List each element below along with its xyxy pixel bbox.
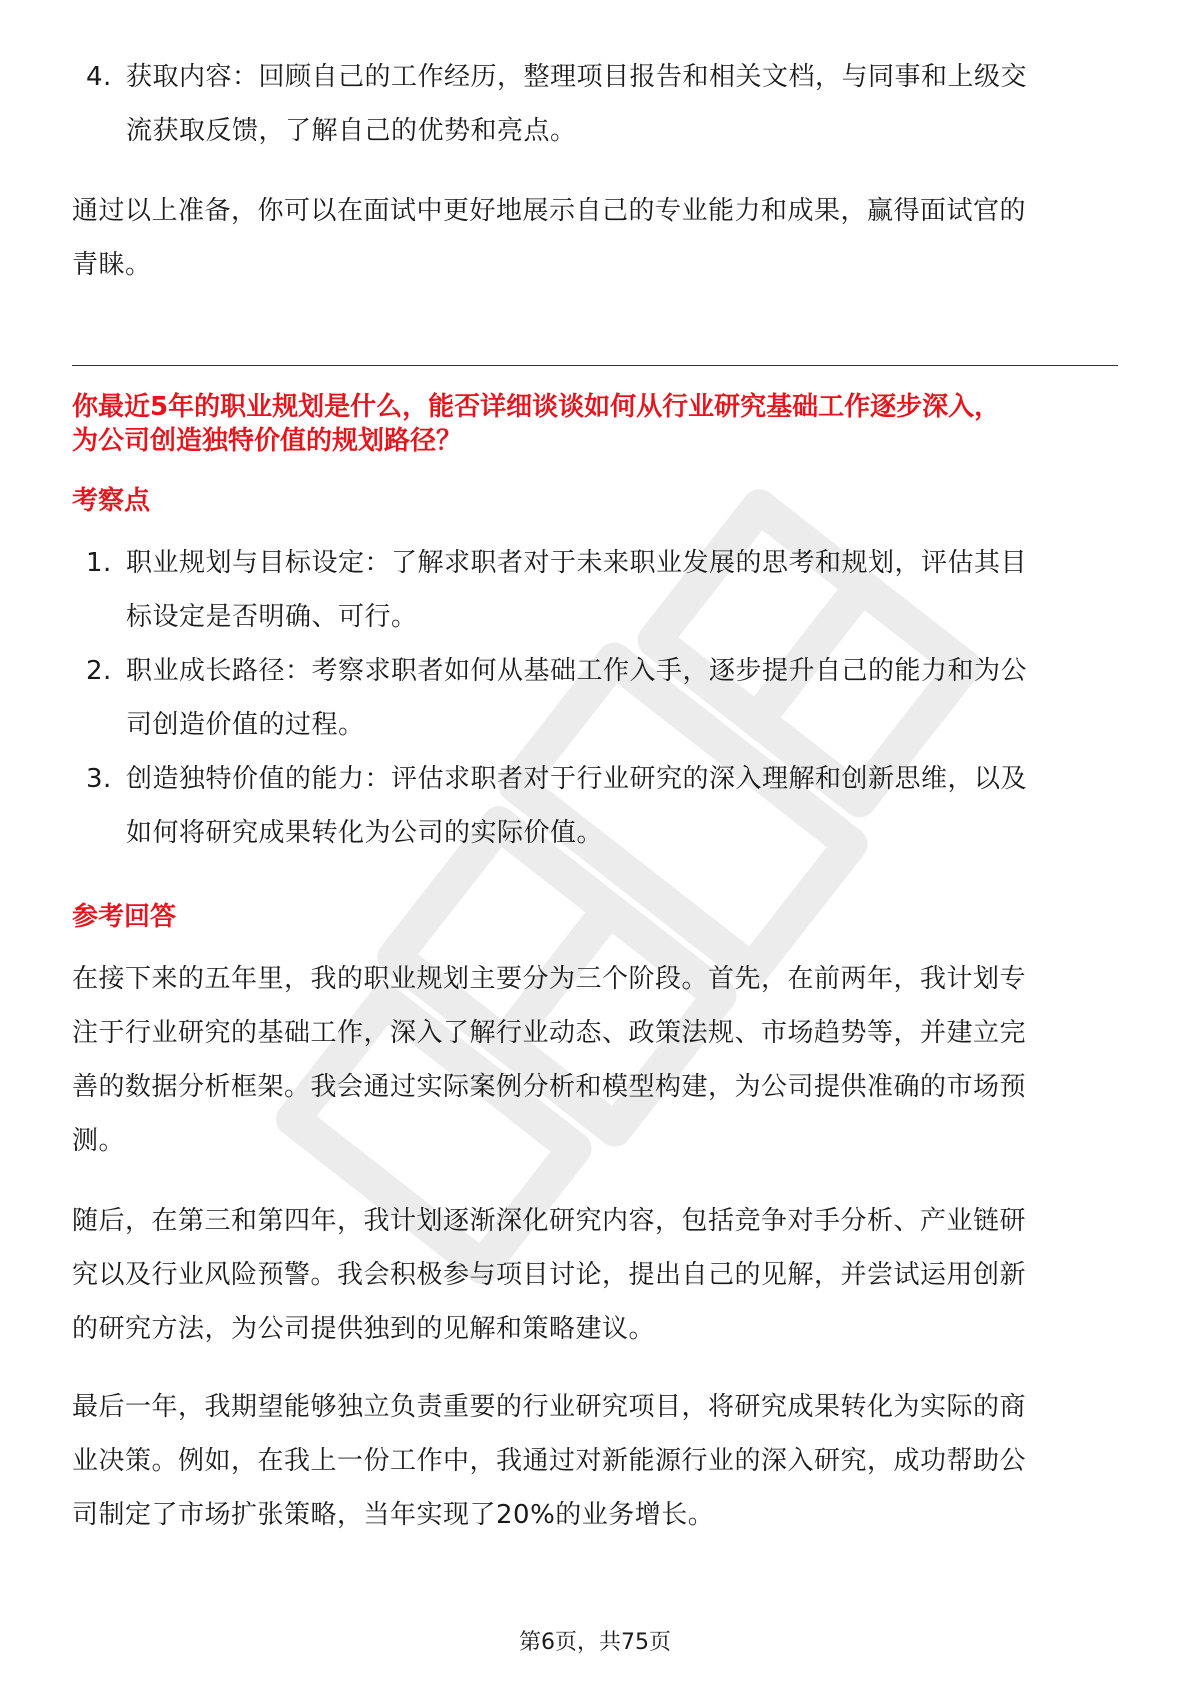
list-item-text-line: 流获取反馈，了解自己的优势和亮点。 [126, 116, 577, 146]
answer-paragraph-2 [72, 1194, 1118, 1356]
paragraph-line: 在接下来的五年里，我的职业规划主要分为三个阶段。首先，在前两年，我计划专 [72, 964, 1027, 994]
list-item-number: 4. [86, 62, 112, 92]
question-line: 你最近5年的职业规划是什么，能否详细谈谈如何从行业研究基础工作逐步深入， [72, 392, 1001, 422]
list-item-text-line: 标设定是否明确、可行。 [126, 602, 418, 632]
paragraph-line: 善的数据分析框架。我会通过实际案例分析和模型构建，为公司提供准确的市场预 [72, 1072, 1027, 1102]
answer-paragraph-1 [72, 952, 1118, 1168]
paragraph-line: 测。 [72, 1126, 126, 1156]
list-item-number: 1. [86, 548, 112, 578]
list-item-text-line: 职业规划与目标设定：了解求职者对于未来职业发展的思考和规划，评估其目 [126, 548, 1028, 578]
paragraph-line: 业决策。例如，在我上一份工作中，我通过对新能源行业的深入研究，成功帮助公 [72, 1446, 1027, 1476]
paragraph-line: 最后一年，我期望能够独立负责重要的行业研究项目，将研究成果转化为实际的商 [72, 1392, 1027, 1422]
list-item-text-line: 如何将研究成果转化为公司的实际价值。 [126, 818, 604, 848]
list-item [72, 644, 1118, 752]
question-line: 为公司创造独特价值的规划路径？ [72, 426, 463, 456]
list-item [72, 752, 1118, 860]
points-heading: 考察点 [72, 486, 151, 516]
page-number: 第6页，共75页 [519, 1630, 671, 1655]
paragraph-line: 青睐。 [72, 250, 152, 280]
section-divider [72, 365, 1118, 366]
paragraph-line: 通过以上准备，你可以在面试中更好地展示自己的专业能力和成果，赢得面试官的 [72, 196, 1027, 226]
answer-heading: 参考回答 [72, 902, 177, 932]
paragraph-line: 随后，在第三和第四年，我计划逐渐深化研究内容，包括竞争对手分析、产业链研 [72, 1206, 1027, 1236]
answer-paragraph-3 [72, 1380, 1118, 1542]
points-list [72, 536, 1118, 860]
list-item-text-line: 司创造价值的过程。 [126, 710, 365, 740]
list-item-text-line: 职业成长路径：考察求职者如何从基础工作入手，逐步提升自己的能力和为公 [126, 656, 1028, 686]
list-item-text-line: 获取内容：回顾自己的工作经历，整理项目报告和相关文档，与同事和上级交 [126, 62, 1028, 92]
list-item [72, 536, 1118, 644]
closing-paragraph [72, 184, 1118, 292]
paragraph-line: 司制定了市场扩张策略，当年实现了20%的业务增长。 [72, 1500, 715, 1530]
paragraph-line: 的研究方法，为公司提供独到的见解和策略建议。 [72, 1314, 656, 1344]
list-item-number: 2. [86, 656, 112, 686]
list-item [72, 50, 1172, 158]
paragraph-line: 注于行业研究的基础工作，深入了解行业动态、政策法规、市场趋势等，并建立完 [72, 1018, 1027, 1048]
list-item-text-line: 创造独特价值的能力：评估求职者对于行业研究的深入理解和创新思维，以及 [126, 764, 1028, 794]
list-item-number: 3. [86, 764, 112, 794]
paragraph-line: 究以及行业风险预警。我会积极参与项目讨论，提出自己的见解，并尝试运用创新 [72, 1260, 1027, 1290]
question-heading [72, 390, 1118, 458]
